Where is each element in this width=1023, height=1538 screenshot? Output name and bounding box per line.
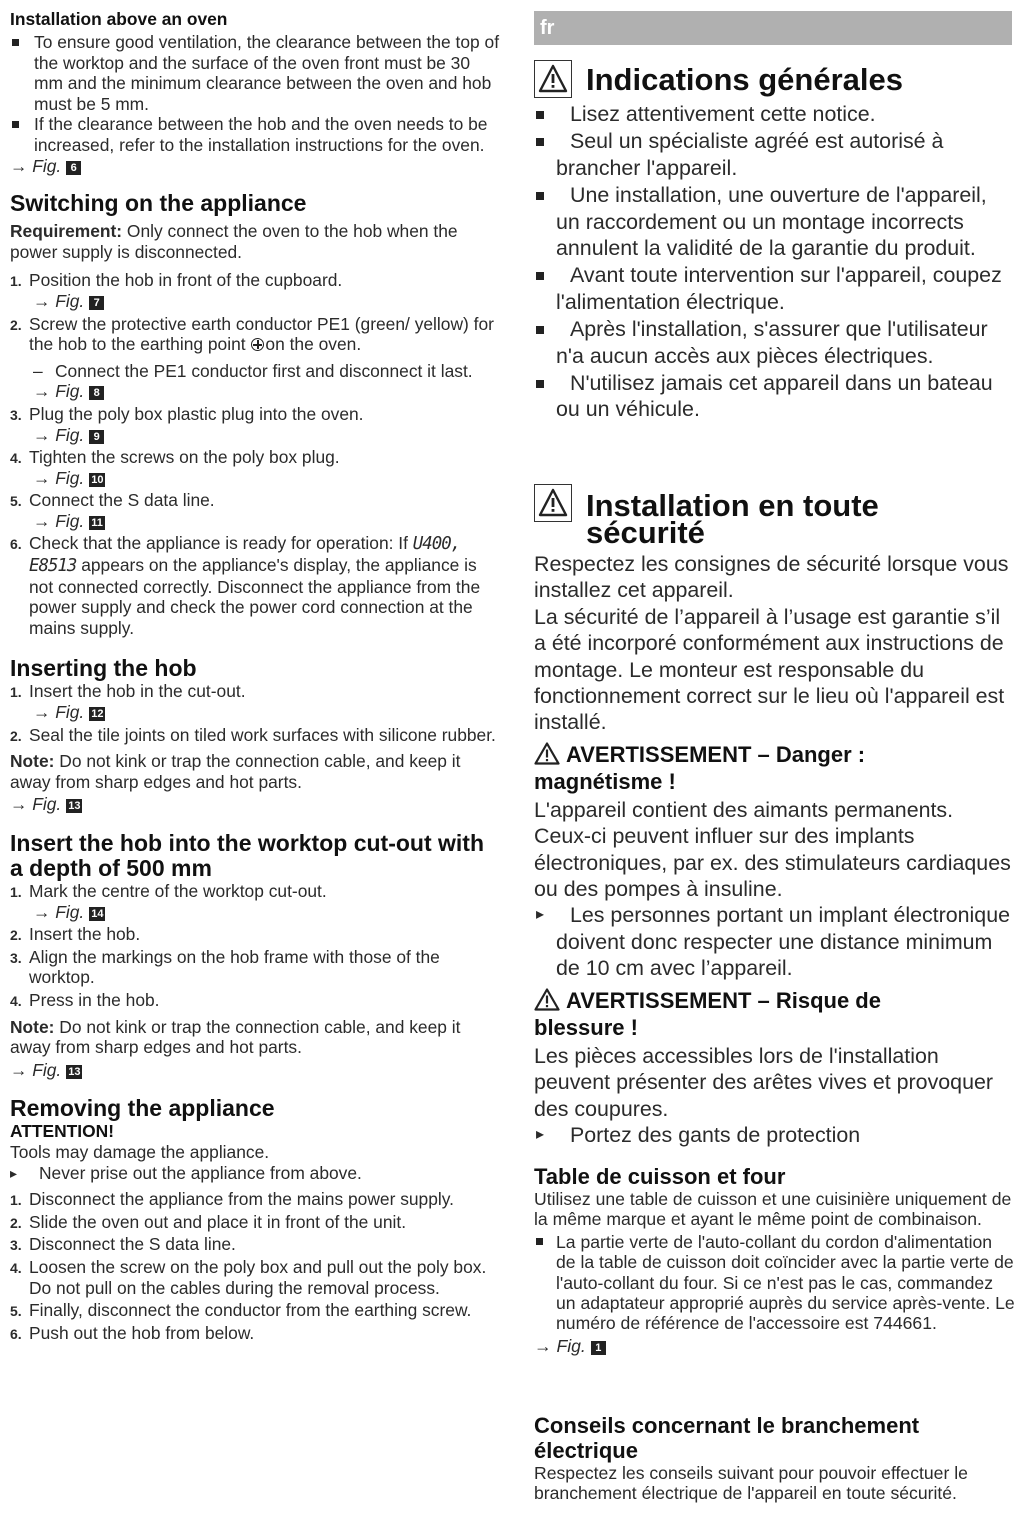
paragraph: Respectez les consignes de sécurité lorsque vous installez cet appareil. bbox=[534, 552, 1009, 603]
steps-removing-appliance bbox=[10, 1189, 500, 1343]
list-item: 2. Screw the protective earth conductor PE1 (green/ yellow) for the hob to the earthing point on the oven. – Connect the PE1 conductor first and disconnect it last. → Fig. 8 bbox=[10, 314, 500, 402]
dash-item: – Connect the PE1 conductor first and disconnect it last. bbox=[29, 361, 500, 382]
figure-number-badge: 12 bbox=[91, 708, 104, 721]
warning-heading-magnetism: AVERTISSEMENT – Danger : magnétisme ! bbox=[534, 741, 866, 794]
section-removing-appliance bbox=[10, 1096, 500, 1343]
figure-reference: → Fig. 13 bbox=[10, 1059, 81, 1080]
language-code: fr bbox=[540, 17, 555, 39]
figure-reference: → Fig. 13 bbox=[10, 794, 81, 815]
figure-reference: → Fig. 11 bbox=[33, 510, 103, 531]
figure-reference: → Fig. 1 bbox=[534, 1336, 1016, 1356]
list-item: Seul un spécialiste agréé est autorisé à brancher l'appareil. bbox=[534, 128, 1016, 181]
action-item: ▸ Never prise out the appliance from above. bbox=[10, 1163, 500, 1184]
action-item: ▸ Les personnes portant un implant électronique doivent donc respecter une distance minimum de 10 cm avec l’appareil. bbox=[534, 902, 1016, 981]
attention-text: Tools may damage the appliance. bbox=[10, 1141, 270, 1162]
steps-switching-on bbox=[10, 270, 500, 638]
list-item: 5. Finally, disconnect the conductor from the earthing screw. bbox=[10, 1300, 472, 1321]
hob-and-oven-text bbox=[534, 1189, 1016, 1356]
list-item: Après l'installation, s'assurer que l'utilisateur n'a aucun accès aux pièces électriques. bbox=[534, 316, 1016, 369]
section-switching-on bbox=[10, 191, 500, 638]
language-bar bbox=[534, 11, 1012, 45]
list-item: 1. Mark the centre of the worktop cut-out. → Fig. 14 bbox=[10, 881, 500, 922]
earth-symbol-icon bbox=[251, 338, 264, 351]
requirement-text: Requirement: Only connect the oven to the hob when the power supply is disconnected. bbox=[10, 221, 458, 262]
list-item: N'utilisez jamais cet appareil dans un bateau ou un véhicule. bbox=[534, 370, 1016, 423]
note-text: Note: Do not kink or trap the connection cable, and keep it away from sharp edges and hot parts. bbox=[10, 1016, 461, 1058]
list-item: La partie verte de l'auto-collant du cordon d'alimentation de la table de cuisson doit coïncider avec la partie verte de l'auto-collant du four. Si ce n'est pas le cas, commandez un adaptateur approprié auprès du service après-vente. Le numéro de référence de l'accessoire est 744661. bbox=[534, 1232, 1016, 1334]
section-title-inserting-hob: Inserting the hob bbox=[10, 655, 197, 682]
figure-number-badge: 8 bbox=[89, 386, 104, 400]
display-error-codes: U400, E8513 bbox=[29, 534, 461, 577]
list-item: 3. Disconnect the S data line. bbox=[10, 1234, 236, 1255]
list-item: 3. Plug the poly box plastic plug into the oven. → Fig. 9 bbox=[10, 404, 500, 445]
figure-reference: → Fig. 6 bbox=[10, 156, 500, 177]
safe-installation-text bbox=[534, 551, 1016, 1148]
paragraph: L'appareil contient des aimants permanents. Ceux-ci peuvent influer sur des implants électroniques, par ex. des stimulateurs cardiaques ou des pompes à insuline. bbox=[534, 797, 1011, 902]
bullet-increase-clearance: If the clearance between the hob and the oven needs to be increased, refer to the installation instructions for the oven. bbox=[10, 114, 500, 155]
list-item: 1. Disconnect the appliance from the mains power supply. bbox=[10, 1189, 454, 1210]
section-electrical-connection bbox=[534, 1413, 1016, 1504]
list-item: 6. Check that the appliance is ready for operation: If U400, E8513 appears on the appliance's display, the appliance is not connected correctly. Disconnect the appliance from the power supply and check the power cord connection at the mains supply. bbox=[10, 533, 481, 638]
list-item: Avant toute intervention sur l'appareil, coupez l'alimentation électrique. bbox=[534, 262, 1016, 315]
figure-reference: → Fig. 12 bbox=[33, 702, 104, 723]
section-title-worktop-cutout: Insert the hob into the worktop cut-out with a depth of 500 mm bbox=[10, 830, 485, 881]
list-item: 4. Tighten the screws on the poly box plug. → Fig. 10 bbox=[10, 447, 500, 488]
right-column bbox=[534, 0, 1016, 1538]
heading-safe-installation: Installation en toute sécurité bbox=[534, 484, 1012, 546]
list-item: 3. Align the markings on the hob frame with those of the worktop. bbox=[10, 946, 440, 988]
section-title-hob-and-oven: Table de cuisson et four bbox=[534, 1164, 786, 1189]
steps-worktop-cutout bbox=[10, 881, 500, 1011]
left-column bbox=[10, 0, 500, 1343]
figure-reference: → Fig. 10 bbox=[33, 467, 104, 488]
paragraph: La sécurité de l’appareil à l’usage est garantie s’il a été incorporé conformément aux instructions de montage. Le monteur est responsable du fonctionnement correct sur le lieu où l'appareil est installé. bbox=[534, 604, 1005, 735]
figure-reference: → Fig. 9 bbox=[33, 425, 500, 446]
paragraph: Utilisez une table de cuisson et une cuisinière uniquement de la même marque et ayant le même point de combinaison. bbox=[534, 1189, 1012, 1230]
figure-number-badge: 1 bbox=[591, 1341, 606, 1355]
figure-number-badge: 7 bbox=[89, 296, 104, 310]
warning-triangle-icon bbox=[534, 742, 560, 765]
figure-reference: → Fig. 8 bbox=[33, 381, 500, 402]
list-item: 1. Position the hob in front of the cupboard. → Fig. 7 bbox=[10, 270, 500, 311]
warning-heading-injury: AVERTISSEMENT – Risque de blessure ! bbox=[534, 987, 881, 1040]
figure-reference: → Fig. 7 bbox=[33, 291, 500, 312]
list-item: 4. Loosen the screw on the poly box and pull out the poly box. Do not pull on the cables during the removal process. bbox=[10, 1256, 487, 1298]
section-title-switching-on: Switching on the appliance bbox=[10, 190, 307, 217]
list-item: Lisez attentivement cette notice. bbox=[534, 101, 1016, 127]
section-title-installation-above-oven: Installation above an oven bbox=[10, 9, 228, 29]
warning-icon bbox=[534, 60, 572, 98]
list-item: 1. Insert the hob in the cut-out. → Fig. 12 bbox=[10, 681, 500, 722]
section-worktop-cutout bbox=[10, 831, 500, 1080]
list-item: 4. Press in the hob. bbox=[10, 989, 160, 1010]
list-item: 5. Connect the S data line. → Fig. 11 bbox=[10, 490, 500, 531]
general-indications-list bbox=[534, 101, 1016, 423]
figure-reference: → Fig. 14 bbox=[33, 901, 104, 922]
figure-number-badge: 13 bbox=[68, 1065, 81, 1078]
list-item: 2. Insert the hob. bbox=[10, 924, 141, 945]
section-inserting-hob bbox=[10, 656, 500, 815]
figure-number-badge: 9 bbox=[89, 430, 104, 444]
attention-label: ATTENTION! bbox=[10, 1121, 115, 1142]
steps-inserting-hob bbox=[10, 681, 500, 745]
bullet-ventilation-clearance: To ensure good ventilation, the clearance between the top of the worktop and the surface of the oven front must be 30 mm and the minimum clearance between the oven and hob must be 5 mm. bbox=[10, 32, 500, 114]
list-item: 2. Slide the oven out and place it in front of the unit. bbox=[10, 1211, 407, 1232]
section-hob-and-oven bbox=[534, 1164, 1016, 1356]
warning-triangle-icon bbox=[534, 988, 560, 1011]
list-item: 6. Push out the hob from below. bbox=[10, 1322, 255, 1343]
paragraph: Respectez les conseils suivant pour pouvoir effectuer le branchement électrique de l'appareil en toute sécurité. bbox=[534, 1463, 968, 1504]
figure-number-badge: 10 bbox=[91, 473, 104, 486]
section-title-removing-appliance: Removing the appliance bbox=[10, 1095, 275, 1122]
heading-general-indications: Indications générales bbox=[534, 60, 1012, 100]
list-item: Une installation, une ouverture de l'appareil, un raccordement ou un montage incorrects annulent la validité de la garantie du produit. bbox=[534, 182, 1016, 261]
figure-number-badge: 11 bbox=[91, 516, 103, 529]
paragraph: Les pièces accessibles lors de l'installation peuvent présenter des arêtes vives et provoquer des coupures. bbox=[534, 1043, 993, 1121]
list-item: 2. Seal the tile joints on tiled work surfaces with silicone rubber. bbox=[10, 724, 496, 745]
note-text: Note: Do not kink or trap the connection cable, and keep it away from sharp edges and hot parts. bbox=[10, 751, 461, 792]
figure-number-badge: 6 bbox=[66, 161, 81, 175]
warning-icon bbox=[534, 484, 572, 522]
figure-number-badge: 14 bbox=[91, 907, 104, 920]
section-title-electrical-connection: Conseils concernant le branchement électrique bbox=[534, 1413, 920, 1463]
action-item: ▸ Portez des gants de protection bbox=[534, 1122, 1016, 1148]
figure-number-badge: 13 bbox=[68, 800, 81, 813]
